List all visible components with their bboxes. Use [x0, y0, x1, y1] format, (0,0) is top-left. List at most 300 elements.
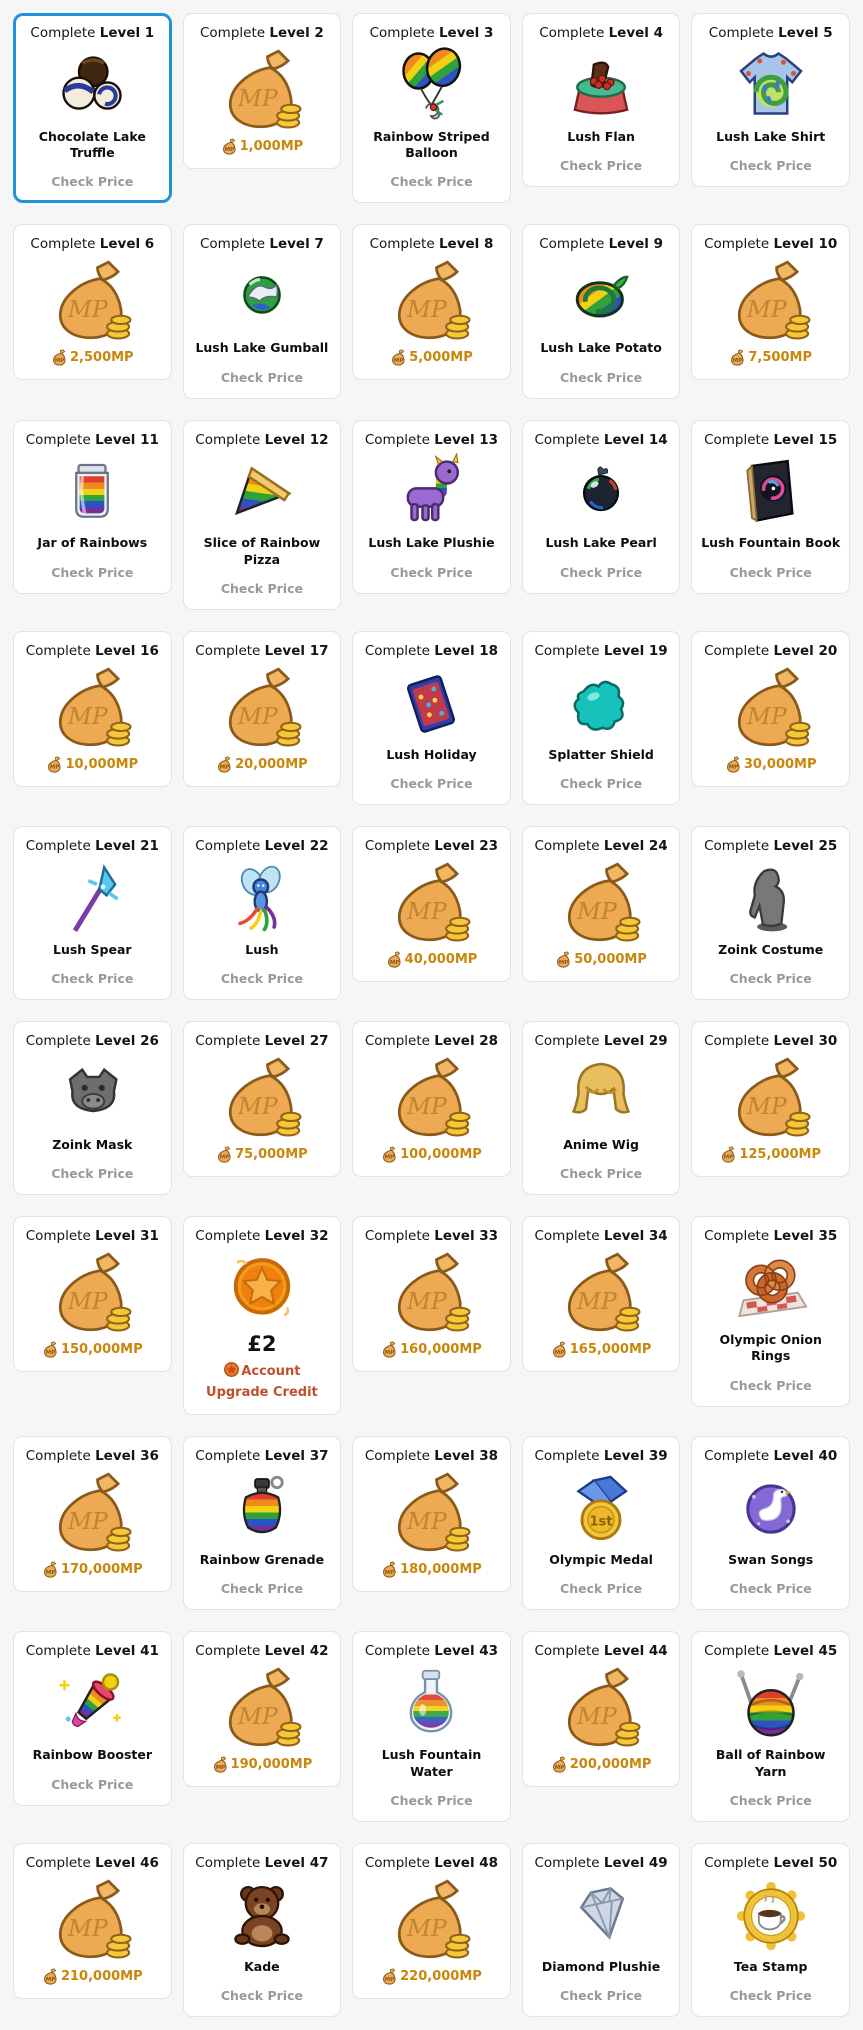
mp-bag-icon [386, 951, 403, 968]
level-card-11[interactable] [13, 420, 172, 594]
credit-label: Account Upgrade Credit [206, 1364, 318, 1400]
item-name: Anime Wig [563, 1137, 639, 1152]
level-card-49[interactable] [522, 1843, 681, 2017]
check-price-button[interactable]: Check Price [729, 1581, 812, 1597]
au-coin-icon [223, 1361, 240, 1384]
card-title [365, 643, 498, 660]
title-level-text: Level 5 [778, 25, 833, 41]
item-name: Lush Spear [53, 941, 132, 957]
title-complete-text: Complete [195, 642, 261, 659]
item-block [730, 1958, 812, 2003]
level-card-44[interactable] [522, 1631, 681, 1787]
card-title [365, 1033, 498, 1050]
level-card-30[interactable] [691, 1021, 850, 1177]
mp-bag-icon [551, 1756, 568, 1773]
title-level-text: Level 12 [264, 431, 329, 448]
svg-text:MP: MP [68, 1287, 108, 1316]
title-level-text: Level 37 [264, 1448, 329, 1465]
item-name: Olympic Onion Rings [719, 1332, 822, 1364]
card-title [26, 1448, 159, 1465]
check-price-button[interactable]: Check Price [51, 1776, 134, 1792]
card-title [539, 236, 663, 253]
mp-reward-line [386, 951, 478, 968]
money-bag-image [48, 1877, 136, 1965]
level-card-29[interactable] [522, 1021, 681, 1195]
title-complete-text: Complete [539, 25, 605, 41]
check-price-button[interactable]: Check Price [729, 564, 812, 580]
check-price-button[interactable]: Check Price [390, 564, 473, 580]
card-title [534, 1855, 667, 1872]
title-level-text: Level 45 [773, 1643, 838, 1660]
title-complete-text: Complete [25, 838, 91, 854]
level-card-21[interactable] [13, 826, 172, 1000]
check-price-button[interactable]: Check Price [51, 1166, 134, 1182]
item-block [191, 534, 334, 596]
title-level-text: Level 24 [603, 838, 668, 854]
title-complete-text: Complete [25, 431, 91, 448]
check-price-button[interactable]: Check Price [51, 971, 134, 987]
title-complete-text: Complete [534, 431, 600, 448]
item-block [545, 534, 656, 579]
mp-amount: 40,000MP [404, 951, 478, 967]
level-card-47[interactable] [183, 1843, 342, 2017]
credit-price: £2 [247, 1332, 277, 1357]
card-title [195, 1855, 328, 1872]
card-title [365, 1228, 498, 1245]
card-title [709, 25, 833, 42]
item-block [560, 128, 642, 173]
title-level-text: Level 10 [773, 236, 838, 253]
item-name: Splatter Shield [548, 746, 654, 762]
item-name: Swan Songs [728, 1552, 814, 1568]
level-card-5[interactable] [691, 13, 850, 187]
account-upgrade-coin-image [220, 1250, 304, 1328]
check-price-button[interactable]: Check Price [560, 369, 643, 385]
mp-amount: 7,500MP [748, 350, 812, 366]
level-card-19[interactable] [522, 631, 681, 805]
card-title [704, 236, 837, 253]
title-complete-text: Complete [704, 642, 770, 659]
check-price-button[interactable]: Check Price [390, 174, 473, 190]
card-title [26, 1033, 159, 1050]
title-level-text: Level 48 [434, 1854, 499, 1871]
mp-bag-icon [729, 349, 746, 366]
level-card-40[interactable] [691, 1436, 850, 1610]
title-level-text: Level 1 [99, 25, 155, 41]
item-block [200, 1551, 324, 1596]
level-card-12[interactable] [183, 420, 342, 610]
level-card-46[interactable] [13, 1843, 172, 1999]
title-complete-text: Complete [364, 642, 430, 659]
svg-text:MP: MP [559, 959, 569, 966]
title-complete-text: Complete [704, 431, 770, 448]
mp-bag-icon [51, 349, 68, 366]
svg-text:MP: MP [407, 897, 448, 925]
level-card-50[interactable] [691, 1843, 850, 2017]
title-level-text: Level 27 [264, 1033, 329, 1050]
svg-text:MP: MP [407, 1092, 448, 1121]
title-level-text: Level 44 [603, 1643, 668, 1660]
lush-flan-image [563, 47, 639, 125]
title-level-text: Level 40 [773, 1448, 838, 1465]
check-price-button[interactable]: Check Price [729, 1377, 812, 1393]
money-bag-image [557, 860, 645, 948]
card-title [534, 643, 667, 660]
level-card-26[interactable] [13, 1021, 172, 1195]
level-card-24[interactable] [522, 826, 681, 982]
svg-text:MP: MP [215, 1765, 225, 1772]
item-block [37, 534, 147, 579]
svg-text:MP: MP [746, 295, 787, 324]
check-price-button[interactable]: Check Price [560, 1166, 643, 1182]
level-card-14[interactable] [522, 420, 681, 594]
mp-amount: 125,000MP [739, 1147, 822, 1162]
card-title [704, 1033, 837, 1050]
title-complete-text: Complete [30, 236, 96, 253]
money-bag-image [557, 1665, 645, 1753]
card-title [195, 1643, 328, 1660]
svg-text:MP: MP [577, 897, 617, 925]
title-level-text: Level 50 [773, 1854, 838, 1871]
title-level-text: Level 15 [773, 431, 838, 448]
money-bag-image [727, 1055, 815, 1143]
item-name: Lush Holiday [386, 746, 477, 762]
money-bag-image [48, 258, 136, 346]
item-block [195, 339, 328, 384]
lush-lake-potato-image [563, 258, 639, 336]
check-price-button[interactable]: Check Price [220, 580, 303, 596]
check-price-button[interactable]: Check Price [390, 776, 473, 791]
svg-text:MP: MP [407, 295, 448, 324]
level-card-6[interactable] [13, 224, 172, 380]
level-card-36[interactable] [13, 1436, 172, 1592]
mp-reward-line [212, 1756, 313, 1773]
title-complete-text: Complete [534, 642, 600, 659]
title-level-text: Level 36 [95, 1448, 159, 1465]
level-card-9[interactable] [522, 224, 681, 398]
item-block [368, 534, 494, 579]
check-price-button[interactable]: Check Price [220, 1987, 303, 2003]
check-price-button[interactable]: Check Price [729, 158, 812, 174]
tea-stamp-image [732, 1877, 810, 1955]
mp-amount: 150,000MP [60, 1342, 143, 1358]
title-level-text: Level 16 [95, 642, 159, 659]
title-complete-text: Complete [704, 1448, 770, 1465]
money-bag-image [218, 1665, 306, 1753]
card-title [195, 1448, 328, 1465]
lush-lake-plushie-image [392, 453, 470, 531]
level-card-28[interactable] [352, 1021, 511, 1177]
check-price-button[interactable]: Check Price [390, 1792, 473, 1808]
item-name: Lush Lake Pearl [545, 535, 657, 551]
item-block [542, 1958, 660, 2003]
title-level-text: Level 7 [269, 236, 324, 253]
title-level-text: Level 19 [603, 642, 668, 659]
level-card-38[interactable] [352, 1436, 511, 1592]
title-complete-text: Complete [708, 25, 774, 41]
check-price-button[interactable]: Check Price [560, 1987, 643, 2003]
money-bag-image [387, 1055, 475, 1143]
card-title [370, 236, 494, 253]
title-complete-text: Complete [364, 1033, 430, 1050]
level-card-18[interactable] [352, 631, 511, 805]
item-block [716, 128, 825, 173]
mp-amount: 30,000MP [743, 756, 817, 772]
mp-bag-icon [720, 1146, 737, 1163]
card-title [26, 643, 159, 660]
level-card-42[interactable] [183, 1631, 342, 1787]
level-card-16[interactable] [13, 631, 172, 787]
card-title [26, 432, 159, 449]
ball-of-rainbow-yarn-image [731, 1665, 811, 1743]
mp-amount: 160,000MP [400, 1342, 482, 1358]
svg-text:MP: MP [407, 1507, 448, 1536]
check-price-button[interactable]: Check Price [220, 1581, 303, 1597]
item-block [548, 746, 654, 791]
item-name: Lush Lake Gumball [195, 340, 329, 356]
item-block [718, 941, 823, 986]
title-complete-text: Complete [195, 1854, 261, 1871]
item-name: Lush Flan [567, 128, 635, 144]
title-level-text: Level 39 [603, 1448, 668, 1465]
level-card-8[interactable] [352, 224, 511, 380]
level-card-15[interactable] [691, 420, 850, 594]
svg-text:MP: MP [68, 295, 108, 324]
level-card-25[interactable] [691, 826, 850, 1000]
level-card-4[interactable] [522, 13, 681, 187]
title-level-text: Level 25 [773, 838, 838, 854]
svg-text:MP: MP [45, 1569, 56, 1576]
item-block [699, 1331, 842, 1393]
mp-amount: 100,000MP [400, 1147, 482, 1162]
svg-text:1st: 1st [589, 1514, 613, 1530]
mp-bag-icon [381, 1146, 398, 1163]
level-card-27[interactable] [183, 1021, 342, 1177]
check-price-button[interactable]: Check Price [220, 971, 303, 987]
card-title [704, 1448, 837, 1465]
level-card-3[interactable] [352, 13, 511, 203]
card-title [534, 1228, 667, 1245]
svg-text:MP: MP [746, 701, 787, 730]
title-complete-text: Complete [364, 838, 430, 854]
money-bag-image [218, 47, 306, 135]
level-card-48[interactable] [352, 1843, 511, 1999]
svg-text:MP: MP [237, 701, 278, 730]
title-complete-text: Complete [25, 1643, 91, 1660]
money-bag-image [48, 1470, 136, 1558]
level-card-22[interactable] [183, 826, 342, 1000]
svg-text:MP: MP [384, 1976, 395, 1983]
card-title [534, 1448, 667, 1465]
title-complete-text: Complete [704, 236, 770, 253]
check-price-button[interactable]: Check Price [220, 369, 303, 385]
item-block [360, 1746, 503, 1808]
level-card-13[interactable] [352, 420, 511, 594]
level-card-32[interactable] [183, 1216, 342, 1415]
mp-amount: 165,000MP [569, 1342, 652, 1358]
title-complete-text: Complete [369, 25, 435, 41]
item-name: Zoink Costume [718, 941, 824, 957]
svg-text:MP: MP [54, 358, 65, 364]
mp-reward-line [381, 1341, 482, 1358]
level-card-20[interactable] [691, 631, 850, 787]
level-card-10[interactable] [691, 224, 850, 380]
rainbow-striped-balloon-image [391, 47, 471, 125]
mp-bag-icon [212, 1756, 229, 1773]
check-price-button[interactable]: Check Price [560, 158, 643, 174]
mp-reward-line [381, 1146, 482, 1163]
item-block [21, 128, 164, 190]
level-card-2[interactable] [183, 13, 342, 169]
money-bag-image [387, 860, 475, 948]
item-name: Tea Stamp [733, 1958, 808, 1974]
title-complete-text: Complete [364, 1854, 430, 1871]
level-card-1[interactable] [13, 13, 172, 203]
title-level-text: Level 17 [264, 642, 329, 659]
card-title [195, 1033, 328, 1050]
title-complete-text: Complete [369, 236, 435, 253]
level-card-41[interactable] [13, 1631, 172, 1805]
check-price-button[interactable]: Check Price [560, 776, 643, 791]
lush-holiday-image [392, 665, 470, 743]
svg-text:MP: MP [68, 1507, 108, 1536]
svg-text:MP: MP [389, 959, 399, 966]
title-complete-text: Complete [25, 1228, 91, 1245]
title-level-text: Level 6 [99, 236, 155, 253]
mp-reward-line [720, 1146, 821, 1163]
level-card-17[interactable] [183, 631, 342, 787]
title-level-text: Level 30 [773, 1033, 838, 1050]
money-bag-image [727, 258, 815, 346]
card-title [365, 838, 498, 855]
level-card-45[interactable] [691, 1631, 850, 1821]
card-title [534, 1033, 667, 1050]
check-price-button[interactable]: Check Price [560, 1581, 643, 1597]
card-title [365, 432, 498, 449]
check-price-button[interactable]: Check Price [51, 174, 134, 190]
card-title [704, 1228, 837, 1245]
card-title [200, 236, 324, 253]
money-bag-image [727, 665, 815, 753]
title-level-text: Level 20 [773, 642, 838, 659]
jar-of-rainbows-image [56, 453, 128, 531]
title-complete-text: Complete [534, 1228, 600, 1245]
mp-amount: 20,000MP [235, 756, 308, 772]
title-complete-text: Complete [364, 431, 430, 448]
check-price-button[interactable]: Check Price [729, 971, 812, 987]
svg-text:MP: MP [554, 1349, 565, 1356]
check-price-button[interactable]: Check Price [51, 564, 134, 580]
title-complete-text: Complete [534, 1854, 600, 1871]
level-card-31[interactable] [13, 1216, 172, 1372]
card-title [704, 1643, 837, 1660]
mp-bag-icon [221, 138, 238, 155]
mp-reward-line [216, 756, 308, 773]
item-name: Zoink Mask [52, 1137, 133, 1152]
mp-bag-icon [725, 756, 742, 773]
item-block [360, 128, 503, 190]
mp-bag-icon [551, 1341, 568, 1358]
item-block [221, 1958, 303, 2003]
svg-text:MP: MP [746, 1092, 787, 1121]
lush-lake-gumball-image [229, 258, 295, 336]
mp-reward-line [551, 1756, 652, 1773]
level-card-33[interactable] [352, 1216, 511, 1372]
money-bag-image [48, 1250, 136, 1338]
svg-text:MP: MP [384, 1349, 395, 1356]
item-name: Rainbow Striped Balloon [373, 128, 490, 161]
mp-bag-icon [42, 1561, 59, 1578]
mp-bag-icon [42, 1968, 59, 1985]
title-level-text: Level 2 [269, 25, 324, 41]
chocolate-lake-truffle-image [54, 47, 130, 125]
mp-amount: 190,000MP [230, 1757, 313, 1773]
mp-reward-line [42, 1968, 143, 1985]
money-bag-image [387, 1470, 475, 1558]
item-name: Chocolate Lake Truffle [38, 128, 146, 161]
card-title [26, 1643, 159, 1660]
check-price-button[interactable]: Check Price [729, 1987, 812, 2003]
mp-bag-icon [381, 1561, 398, 1578]
mp-bag-icon [381, 1341, 398, 1358]
title-level-text: Level 18 [434, 642, 499, 659]
card-title [704, 1855, 837, 1872]
mp-bag-icon [46, 756, 63, 773]
card-title [30, 236, 154, 253]
svg-text:MP: MP [407, 1913, 448, 1942]
title-complete-text: Complete [195, 1448, 261, 1465]
title-level-text: Level 38 [434, 1448, 499, 1465]
title-level-text: Level 23 [434, 838, 499, 854]
item-name: Lush Lake Shirt [716, 128, 826, 144]
title-complete-text: Complete [534, 1033, 600, 1050]
slice-of-rainbow-pizza-image [223, 453, 301, 531]
money-bag-image [218, 665, 306, 753]
kade-image [225, 1877, 299, 1955]
check-price-button[interactable]: Check Price [729, 1792, 812, 1808]
title-complete-text: Complete [704, 1033, 770, 1050]
title-level-text: Level 21 [95, 838, 159, 854]
level-card-7[interactable] [183, 224, 342, 398]
title-level-text: Level 3 [438, 25, 494, 41]
title-complete-text: Complete [534, 1448, 600, 1465]
level-card-39[interactable] [522, 1436, 681, 1610]
level-card-37[interactable] [183, 1436, 342, 1610]
svg-text:MP: MP [45, 1349, 56, 1356]
diamond-plushie-image [561, 1877, 641, 1955]
mp-reward-line [729, 349, 812, 366]
mp-reward-line [725, 756, 817, 773]
title-complete-text: Complete [195, 1228, 261, 1245]
title-complete-text: Complete [704, 838, 770, 854]
title-level-text: Level 42 [264, 1643, 329, 1660]
mp-bag-icon [390, 349, 407, 366]
svg-text:MP: MP [384, 1154, 395, 1161]
title-complete-text: Complete [199, 25, 266, 41]
check-price-button[interactable]: Check Price [560, 564, 643, 580]
item-block [386, 746, 476, 791]
card-title [195, 432, 328, 449]
svg-text:MP: MP [50, 764, 60, 771]
mp-amount: 210,000MP [60, 1968, 143, 1984]
money-bag-image [218, 1055, 306, 1143]
level-card-34[interactable] [522, 1216, 681, 1372]
level-card-35[interactable] [691, 1216, 850, 1406]
level-card-43[interactable] [352, 1631, 511, 1821]
item-name: Diamond Plushie [541, 1958, 661, 1974]
title-level-text: Level 43 [434, 1643, 499, 1660]
level-card-23[interactable] [352, 826, 511, 982]
